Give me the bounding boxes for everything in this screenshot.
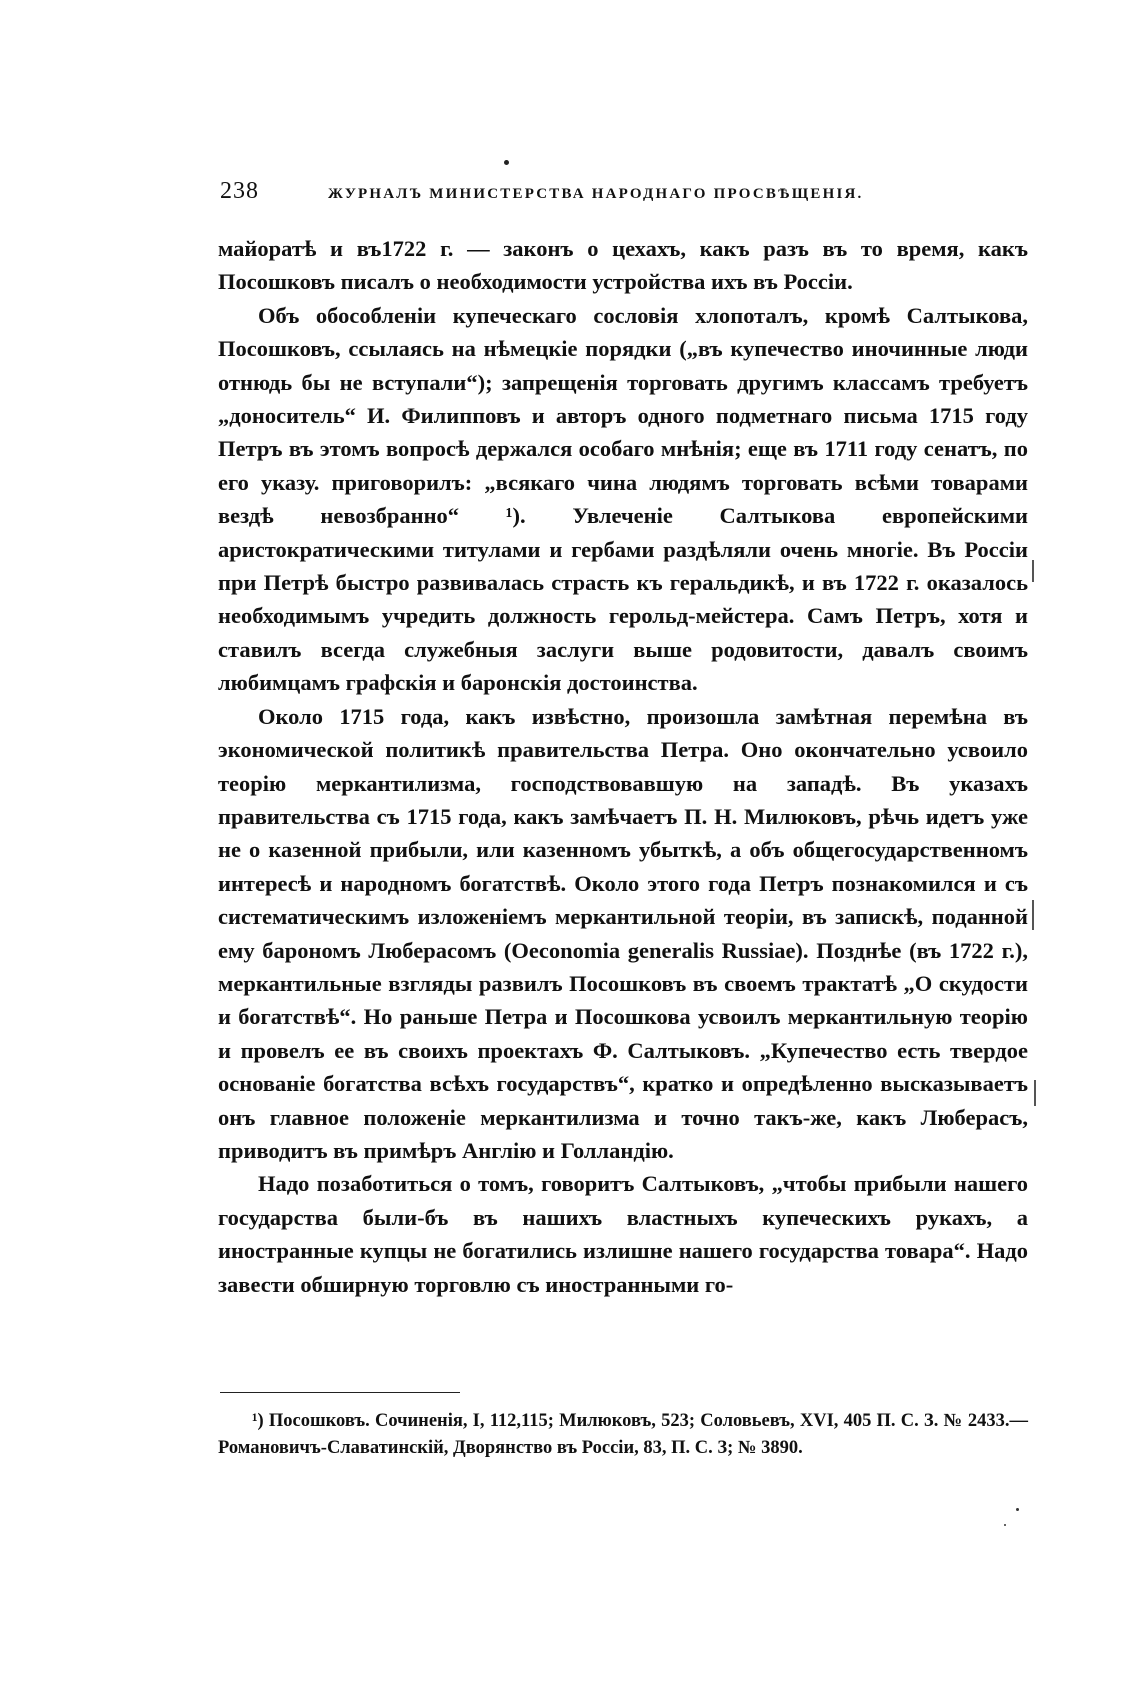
page-number: 238 <box>220 178 259 204</box>
footnote: ¹) Посошковъ. Сочиненія, I, 112,115; Милюковъ, 523; Соловьевъ, XVI, 405 П. С. З. № 2433.—Романовичъ-Славатинскій, Дворянство въ Россіи, 83, П. С. З; № 3890. <box>218 1411 1028 1458</box>
paragraph: Надо позаботиться о томъ, говоритъ Салтыковъ, „чтобы прибыли нашего государства были-бъ въ нашихъ властныхъ купеческихъ рукахъ, а иностранные купцы не богатились излишне нашего государства товара“. Надо завести обширную торговлю съ иностранными го- <box>218 1171 1028 1297</box>
paragraph: Объ обособленіи купеческаго сословія хлопоталъ, кромѣ Салтыкова, Посошковъ, ссылаясь на нѣмецкіе порядки („въ купечество иночинные люди отнюдь бы не вступали“); запрещенія торговать другимъ классамъ требуетъ „доноситель“ И. Филипповъ и авторъ одного подметнаго письма 1715 году Петръ въ этомъ вопросѣ держался особаго мнѣнія; еще въ 1711 году сенатъ, по его указу. приговорилъ: „всякаго чина людямъ торговать всѣми товарами вездѣ невозбранно“ ¹). Увлеченіе Салтыкова европейскими аристократическими титулами и гербами раздѣляли очень многіе. Въ Россіи при Петрѣ быстро развивалась страсть къ геральдикѣ, и въ 1722 г. оказалось необходимымъ учредить должность герольд-мейстера. Самъ Петръ, хотя и ставилъ всегда служебныя заслуги выше родовитости, давалъ своимъ любимцамъ графскія и баронскія достоинства. <box>218 302 1028 696</box>
running-head <box>220 178 940 212</box>
ink-speck <box>1004 1524 1006 1526</box>
ink-dot <box>504 160 509 165</box>
paragraph-continued: майоратѣ и въ1722 г. — законъ о цехахъ, какъ разъ въ то время, какъ Посошковъ писалъ о необходимости устройства ихъ въ Россіи. <box>218 236 1028 295</box>
paragraph: Около 1715 года, какъ извѣстно, произошла замѣтная перемѣна въ экономической политикѣ правительства Петра. Оно окончательно усвоило теорію меркантилизма, господствовавшую на западѣ. Въ указахъ правительства съ 1715 года, какъ замѣчаетъ П. Н. Милюковъ, рѣчь идетъ уже не о казенной прибыли, или казенномъ убыткѣ, а объ общегосударственномъ интересѣ и народномъ богатствѣ. Около этого года Петръ познакомился и съ систематическимъ изложеніемъ меркантильной теоріи, въ запискѣ, поданной ему барономъ Люберасомъ (Oeconomia generalis Russiae). Позднѣе (въ 1722 г.), меркантильные взгляды развилъ Посошковъ въ своемъ трактатѣ „О скудости и богатствѣ“. Но раньше Петра и Посошкова усвоилъ меркантильную теорію и провелъ ее въ своихъ проектахъ Ф. Салтыковъ. „Купечество есть твердое основаніе богатства всѣхъ государствъ“, кратко и опредѣленно высказываетъ онъ главное положеніе меркантилизма и точно такъ-же, какъ Люберасъ, приводитъ въ примѣръ Англію и Голландію. <box>218 703 1028 1163</box>
ink-speck <box>1016 1508 1019 1511</box>
body-text <box>218 232 1028 1301</box>
margin-mark <box>1034 1080 1036 1106</box>
footnotes <box>218 1408 1028 1462</box>
journal-title: ЖУРНАЛЪ МИНИСТЕРСТВА НАРОДНАГО ПРОСВѢЩЕНІЯ. <box>328 186 864 202</box>
margin-mark <box>1032 900 1034 930</box>
footnote-separator <box>220 1392 460 1393</box>
margin-mark <box>1032 560 1034 582</box>
